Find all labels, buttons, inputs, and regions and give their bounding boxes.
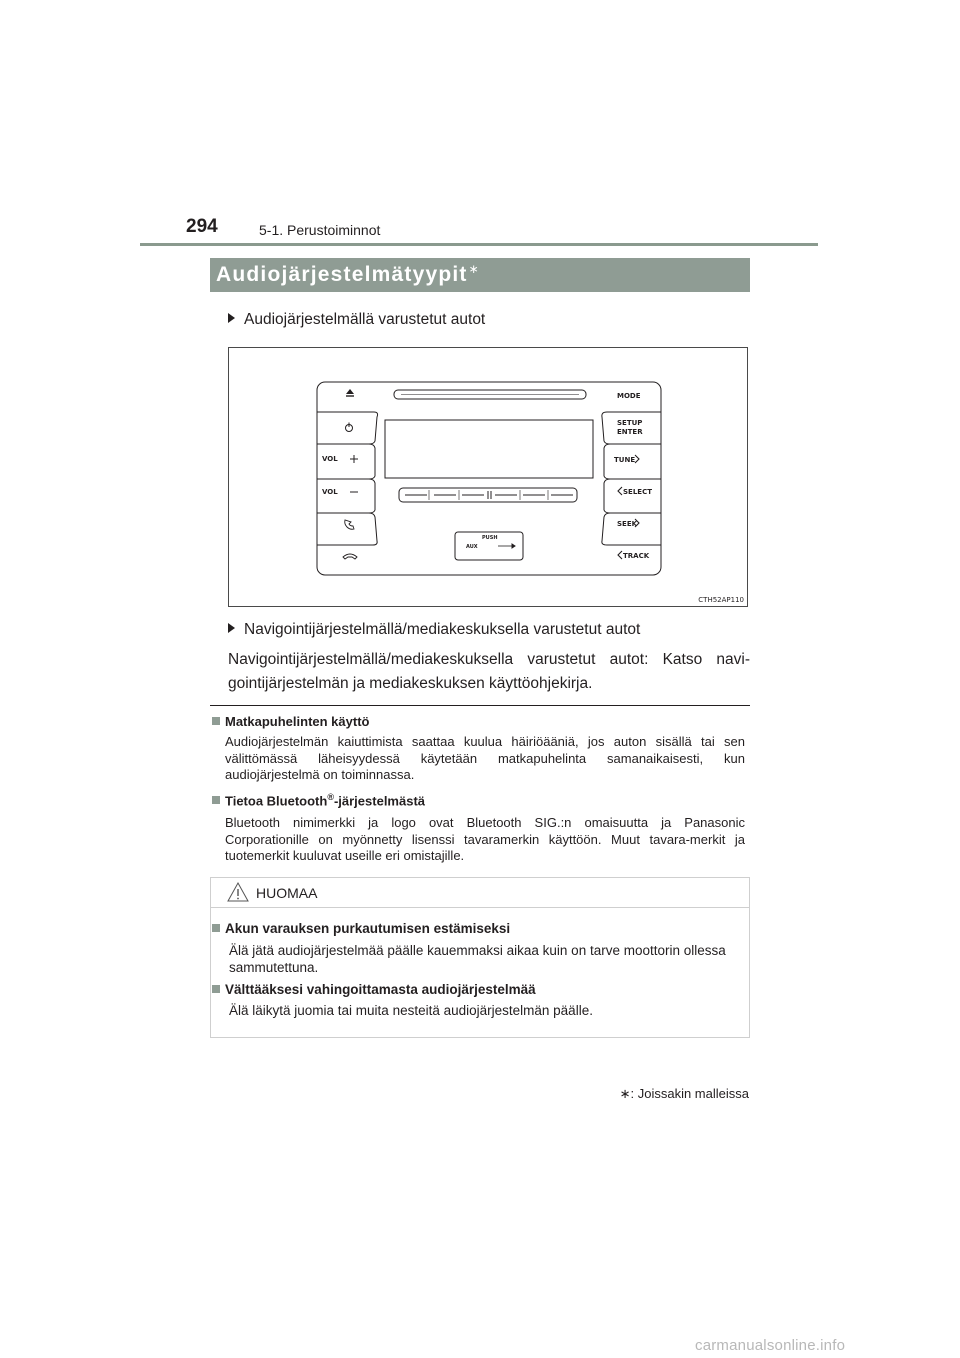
square-bullet-icon <box>212 985 220 993</box>
triangle-bullet-icon <box>228 313 235 323</box>
warning-heading-battery-text: Akun varauksen purkautumisen estämiseksi <box>225 921 511 936</box>
vol-down-label: VOL <box>322 488 338 496</box>
header-rule <box>140 243 818 246</box>
registered-mark: ® <box>327 792 334 802</box>
subsection-navi <box>228 621 640 639</box>
phone-button-shape <box>317 513 377 545</box>
setup-label: SETUP <box>617 419 643 427</box>
section-divider <box>210 705 750 706</box>
warning-heading-battery <box>212 921 510 936</box>
square-bullet-icon <box>212 717 220 725</box>
note-heading-phone-text: Matkapuhelinten käyttö <box>225 714 370 729</box>
note-text-phone: Audiojärjestelmän kaiuttimista saattaa kuulua häiriöääniä, jos auton sisällä tai sen välittömässä läheisyydessä käytetään matkapuhelinta samanaikaisesti, kun audiojärjestelmä on toiminnassa. <box>225 734 745 782</box>
note-heading-bluetooth-suffix: -järjestelmästä <box>333 793 426 809</box>
note-text-bluetooth: Bluetooth nimimerkki ja logo ovat Bluetooth SIG.:n omaisuutta ja Panasonic Corporationille on myönnetty lisenssi tavaramerkin käyttöön. Muut tavara-merkit ja tuotemerkit kuuluvat useille eri omistajille. <box>225 815 745 863</box>
square-bullet-icon <box>212 796 220 804</box>
warning-title: HUOMAA <box>256 885 318 901</box>
warning-heading-damage-text: Välttääksesi vahingoittamasta audiojärjestelmää <box>225 982 536 997</box>
triangle-bullet-icon <box>228 623 235 633</box>
navi-paragraph: Navigointijärjestelmällä/mediakeskuksella varustetut autot: Katso navi-gointijärjestelmän ja mediakeskuksen käyttöohjekirja. <box>228 651 750 692</box>
subsection-audio-label: Audiojärjestelmällä varustetut autot <box>244 311 486 328</box>
power-button-shape <box>317 412 378 444</box>
audio-unit-drawing <box>229 348 749 608</box>
warning-text-damage: Älä läikytä juomia tai muita nesteitä audiojärjestelmän päälle. <box>229 1003 593 1018</box>
note-heading-bluetooth <box>212 792 425 808</box>
display-screen <box>385 420 593 478</box>
aux-label: AUX <box>466 544 478 550</box>
warning-header-rule <box>211 907 749 908</box>
tune-label: TUNE <box>614 456 636 464</box>
enter-label: ENTER <box>617 428 643 436</box>
vol-up-label: VOL <box>322 455 338 463</box>
section-title: 5-1. Perustoiminnot <box>259 222 381 238</box>
figure-code: CTH52AP110 <box>698 596 744 604</box>
warning-text-battery: Älä jätä audiojärjestelmää päälle kauemmaksi aikaa kuin on tarve moottorin ollessa sammutettuna. <box>229 943 726 975</box>
eject-icon <box>346 389 354 394</box>
watermark: carmanualsonline.info <box>695 1337 846 1354</box>
title-asterisk: ∗ <box>468 262 480 276</box>
vol-down-button-shape <box>317 479 375 513</box>
seek-label: SEEK <box>617 520 638 528</box>
mode-label: MODE <box>617 392 641 400</box>
subsection-navi-label: Navigointijärjestelmällä/mediakeskuksella varustetut autot <box>244 621 641 638</box>
page-title <box>216 262 480 287</box>
note-heading-phone <box>212 714 369 729</box>
page-number: 294 <box>186 216 218 237</box>
warning-heading-damage <box>212 982 536 997</box>
track-label: TRACK <box>623 552 650 560</box>
note-heading-bluetooth-text: Tietoa Bluetooth <box>225 793 328 809</box>
select-label: SELECT <box>623 488 652 496</box>
push-label: PUSH <box>482 535 498 541</box>
warning-triangle-icon <box>226 881 250 903</box>
footnote: ∗: Joissakin malleissa <box>619 1086 749 1101</box>
page-title-text: Audiojärjestelmätyypit <box>216 263 468 286</box>
audio-unit-figure <box>228 347 748 607</box>
square-bullet-icon <box>212 924 220 932</box>
subsection-audio <box>228 311 485 329</box>
